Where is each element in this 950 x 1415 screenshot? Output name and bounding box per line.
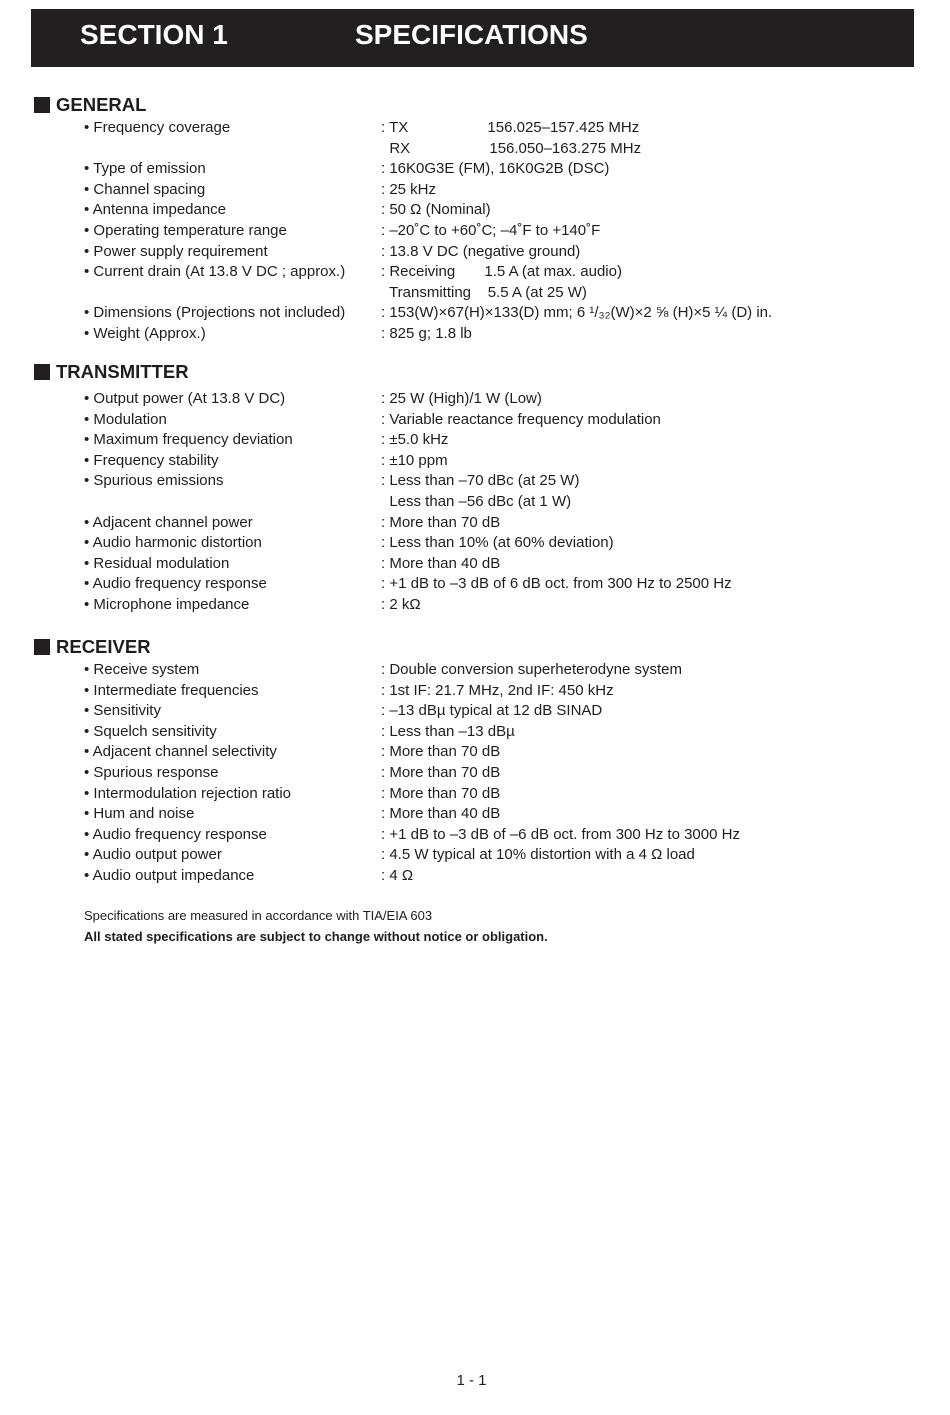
transmitter-heading <box>34 362 189 382</box>
spec-row <box>0 118 950 159</box>
spec-label: • Intermodulation rejection ratio <box>84 784 292 802</box>
spec-value: : More than 70 dB <box>381 743 501 761</box>
spec-label: • Maximum frequency deviation <box>84 431 293 449</box>
spec-label: • Antenna impedance <box>84 201 227 219</box>
section-number: SECTION 1 <box>80 19 228 50</box>
spec-row <box>0 513 950 534</box>
measurement-note: Specifications are measured in accordance with TIA/EIA 603 <box>84 908 433 923</box>
spec-row <box>0 742 950 763</box>
spec-label: • Frequency stability <box>84 451 219 469</box>
spec-value: : 4 Ω <box>381 866 414 884</box>
spec-row <box>0 159 950 180</box>
spec-row <box>0 660 950 681</box>
spec-row <box>0 533 950 554</box>
general-heading <box>34 95 146 115</box>
spec-value: : Less than –13 dBµ <box>381 722 515 740</box>
square-bullet-icon <box>34 364 50 380</box>
square-bullet-icon <box>34 97 50 113</box>
receiver-heading <box>34 637 151 657</box>
receiver-heading-text: RECEIVER <box>56 636 151 657</box>
square-bullet-icon <box>34 639 50 655</box>
spec-row <box>0 574 950 595</box>
spec-row <box>0 784 950 805</box>
spec-label: • Operating temperature range <box>84 221 287 239</box>
spec-value: : More than 70 dB <box>381 513 501 531</box>
spec-row <box>0 845 950 866</box>
spec-row <box>0 242 950 263</box>
spec-label: • Spurious emissions <box>84 472 224 490</box>
spec-row <box>0 410 950 431</box>
spec-row <box>0 430 950 451</box>
spec-value: : More than 40 dB <box>381 805 501 823</box>
spec-value: : +1 dB to –3 dB of 6 dB oct. from 300 Hz to 2500 Hz <box>381 575 732 593</box>
spec-value: : –13 dBµ typical at 12 dB SINAD <box>381 702 603 720</box>
spec-row <box>0 722 950 743</box>
spec-value: : 825 g; 1.8 lb <box>381 324 472 342</box>
general-spec-list <box>0 118 950 345</box>
spec-row <box>0 681 950 702</box>
spec-row <box>0 554 950 575</box>
spec-value: : 50 Ω (Nominal) <box>381 201 491 219</box>
spec-value: Less than –56 dBc (at 1 W) <box>381 492 572 510</box>
spec-value: : Less than –70 dBc (at 25 W) <box>381 472 580 490</box>
spec-value: : 1st IF: 21.7 MHz, 2nd IF: 450 kHz <box>381 681 614 699</box>
spec-value: : Less than 10% (at 60% deviation) <box>381 534 614 552</box>
spec-value: : TX 156.025–157.425 MHz <box>381 119 640 136</box>
spec-label: • Weight (Approx.) <box>84 324 206 342</box>
spec-label: • Spurious response <box>84 763 219 781</box>
spec-label: • Frequency coverage <box>84 119 231 136</box>
spec-value: : ±5.0 kHz <box>381 431 449 449</box>
disclaimer-note: All stated specifications are subject to change without notice or obligation. <box>84 929 548 944</box>
spec-value: : 25 kHz <box>381 180 437 198</box>
spec-row <box>0 221 950 242</box>
spec-row <box>0 471 950 512</box>
page-title: SPECIFICATIONS <box>355 19 588 50</box>
spec-label: • Sensitivity <box>84 702 161 720</box>
spec-label: • Audio frequency response <box>84 575 267 593</box>
spec-label: • Microphone impedance <box>84 595 250 613</box>
spec-value: : More than 40 dB <box>381 554 501 572</box>
spec-row <box>0 701 950 722</box>
spec-row <box>0 324 950 345</box>
spec-value: : Double conversion superheterodyne system <box>381 661 682 678</box>
spec-value: Transmitting 5.5 A (at 25 W) <box>381 283 587 301</box>
spec-row <box>0 763 950 784</box>
spec-row <box>0 451 950 472</box>
spec-label: • Adjacent channel power <box>84 513 253 531</box>
spec-label: • Receive system <box>84 661 200 678</box>
spec-value: : 25 W (High)/1 W (Low) <box>381 390 542 407</box>
spec-value: : –20˚C to +60˚C; –4˚F to +140˚F <box>381 221 601 239</box>
spec-label: • Channel spacing <box>84 180 206 198</box>
spec-row <box>0 866 950 887</box>
spec-row <box>0 825 950 846</box>
spec-value: : 13.8 V DC (negative ground) <box>381 242 581 260</box>
spec-row <box>0 303 950 324</box>
spec-row <box>0 389 950 410</box>
spec-label: • Current drain (At 13.8 V DC ; approx.) <box>84 263 346 281</box>
spec-row <box>0 180 950 201</box>
transmitter-heading-text: TRANSMITTER <box>56 361 189 382</box>
spec-label: • Power supply requirement <box>84 242 268 260</box>
spec-value: : +1 dB to –3 dB of –6 dB oct. from 300 Hz to 3000 Hz <box>381 825 740 843</box>
spec-label: • Squelch sensitivity <box>84 722 217 740</box>
spec-label: • Type of emission <box>84 160 206 178</box>
spec-value: : More than 70 dB <box>381 763 501 781</box>
spec-label: • Adjacent channel selectivity <box>84 743 277 761</box>
page-number: 1 - 1 <box>456 1372 487 1389</box>
spec-label: • Output power (At 13.8 V DC) <box>84 390 286 407</box>
section-header-bar <box>31 9 914 67</box>
spec-label: • Dimensions (Projections not included) <box>84 304 346 322</box>
spec-label: • Residual modulation <box>84 554 230 572</box>
spec-value: : 4.5 W typical at 10% distortion with a 4 Ω load <box>381 846 695 864</box>
spec-label: • Hum and noise <box>84 805 195 823</box>
spec-row <box>0 200 950 221</box>
transmitter-spec-list <box>0 389 950 616</box>
spec-label: • Audio output power <box>84 846 222 864</box>
spec-value: : ±10 ppm <box>381 451 448 469</box>
general-heading-text: GENERAL <box>56 94 147 115</box>
spec-label: • Intermediate frequencies <box>84 681 259 699</box>
spec-row <box>0 262 950 303</box>
spec-label: • Audio output impedance <box>84 866 255 884</box>
spec-label: • Modulation <box>84 410 167 428</box>
spec-value: : 153(W)×67(H)×133(D) mm; 6 ¹/₃₂(W)×2 ⅝ (H)×5 ¼ (D) in. <box>381 304 773 322</box>
spec-row <box>0 804 950 825</box>
spec-row <box>0 595 950 616</box>
receiver-spec-list <box>0 660 950 887</box>
spec-value: : More than 70 dB <box>381 784 501 802</box>
spec-value: RX 156.050–163.275 MHz <box>381 139 642 157</box>
spec-label: • Audio harmonic distortion <box>84 534 262 552</box>
spec-value: : Variable reactance frequency modulation <box>381 410 661 428</box>
spec-value: : Receiving 1.5 A (at max. audio) <box>381 263 622 281</box>
spec-value: : 16K0G3E (FM), 16K0G2B (DSC) <box>381 160 610 178</box>
spec-label: • Audio frequency response <box>84 825 267 843</box>
spec-value: : 2 kΩ <box>381 595 421 613</box>
